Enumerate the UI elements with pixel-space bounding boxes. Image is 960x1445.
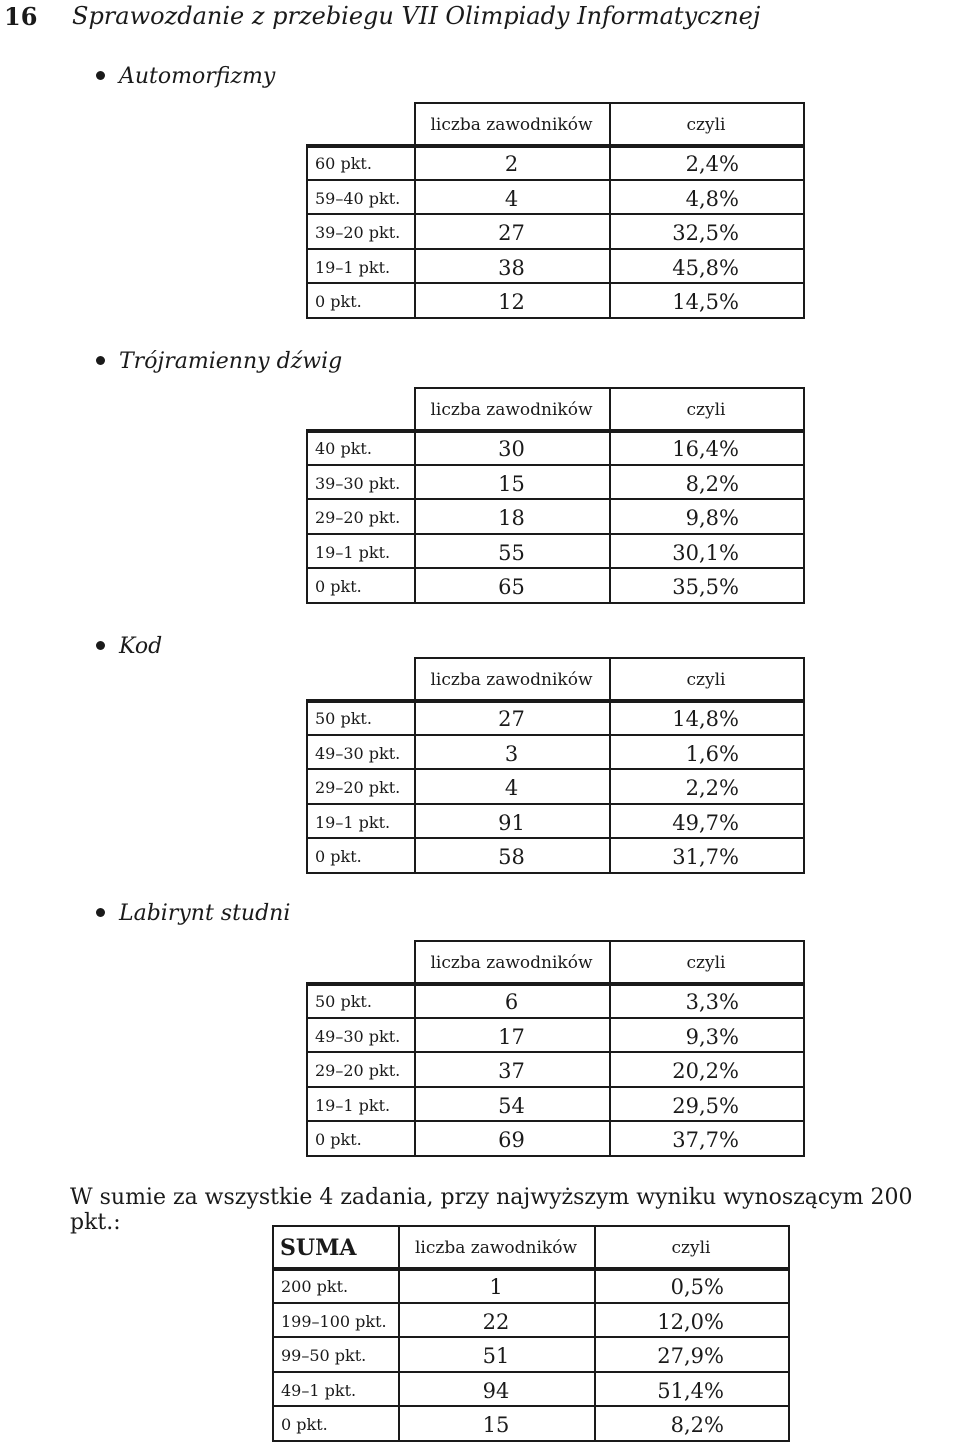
row-pct: 14,8%: [672, 707, 739, 731]
column-header-count: liczba zawodników: [414, 1238, 577, 1258]
row-label: 19–1 pkt.: [315, 542, 391, 562]
row-pct: 31,7%: [672, 845, 739, 870]
row-pct: 8,2%: [685, 471, 739, 496]
row-pct: 37,7%: [672, 1128, 739, 1153]
row-count: 54: [498, 1093, 525, 1118]
section-bullet-dzwig: [96, 349, 342, 374]
row-pct: 4,8%: [685, 186, 739, 211]
row-count: 12: [498, 290, 525, 315]
row-pct: 49,7%: [672, 810, 739, 835]
row-pct: 16,4%: [672, 437, 739, 461]
row-pct: 45,8%: [672, 255, 739, 280]
table-border-right: [803, 102, 805, 144]
results-table-automorfizmy: [306, 102, 803, 319]
row-label: 59–40 pkt.: [315, 188, 401, 208]
row-count: 15: [498, 471, 525, 496]
table-border-right: [788, 1225, 790, 1267]
row-count: 55: [498, 540, 525, 565]
row-count: 94: [482, 1378, 510, 1403]
row-count: 30: [498, 437, 525, 461]
row-count: 91: [498, 810, 525, 835]
column-header-count: liczba zawodników: [430, 115, 593, 135]
row-pct: 35,5%: [672, 575, 739, 600]
row-count: 58: [498, 845, 525, 870]
results-table-labirynt: [306, 940, 803, 1157]
row-count: 1: [489, 1275, 503, 1299]
row-label: 0 pkt.: [315, 1130, 362, 1150]
row-pct: 2,4%: [685, 152, 739, 176]
row-pct: 51,4%: [657, 1378, 724, 1403]
table-border-right: [803, 433, 805, 602]
bullet-dot: [96, 908, 105, 917]
page-header: [0, 0, 960, 34]
row-label: 0 pkt.: [315, 292, 362, 312]
row-count: 27: [498, 221, 525, 246]
results-table-dzwig: [306, 387, 803, 604]
row-pct: 2,2%: [685, 776, 739, 801]
row-count: 51: [482, 1344, 510, 1369]
row-label: 50 pkt.: [315, 709, 372, 728]
row-label: 49–30 pkt.: [315, 743, 401, 763]
row-count: 4: [504, 776, 519, 801]
table-border-right: [803, 940, 805, 982]
page-number: 16: [4, 2, 38, 31]
section-bullet-kod: [96, 634, 162, 659]
summary-sentence: W sumie za wszystkie 4 zadania, przy najwyższym wyniku wynoszącym 200 pkt.:: [70, 1185, 913, 1235]
row-label: 199–100 pkt.: [281, 1311, 387, 1331]
row-label: 49–30 pkt.: [315, 1026, 401, 1046]
bullet-dot: [96, 356, 105, 365]
row-pct: 3,3%: [685, 990, 739, 1014]
section-title: Labirynt studni: [119, 901, 291, 926]
results-table-suma: [272, 1225, 788, 1442]
row-label: 0 pkt.: [281, 1415, 328, 1435]
row-label: 29–20 pkt.: [315, 1061, 401, 1081]
bullet-dot: [96, 71, 105, 80]
row-label: 49–1 pkt.: [281, 1380, 357, 1400]
row-pct: 0,5%: [670, 1275, 724, 1299]
results-table-kod: [306, 657, 803, 874]
row-count: 15: [482, 1413, 510, 1438]
row-pct: 1,6%: [685, 741, 739, 766]
row-label: 39–20 pkt.: [315, 223, 401, 243]
row-count: 18: [498, 506, 525, 531]
column-header-pct: czyli: [686, 670, 726, 690]
row-label: 0 pkt.: [315, 577, 362, 597]
row-pct: 9,8%: [685, 506, 739, 531]
row-count: 6: [504, 990, 519, 1014]
column-header-pct: czyli: [686, 115, 726, 135]
table-border-right: [803, 703, 805, 872]
section-title: Automorfizmy: [119, 64, 276, 89]
row-label: 0 pkt.: [315, 847, 362, 867]
row-count: 4: [504, 186, 519, 211]
table-border-right: [803, 387, 805, 429]
column-header-pct: czyli: [671, 1238, 711, 1258]
row-label: 19–1 pkt.: [315, 1095, 391, 1115]
column-header-count: liczba zawodników: [430, 400, 593, 420]
row-pct: 20,2%: [672, 1059, 739, 1084]
row-label: 39–30 pkt.: [315, 473, 401, 493]
row-label: 40 pkt.: [315, 439, 372, 458]
column-header-pct: czyli: [686, 953, 726, 973]
suma-title: SUMA: [280, 1235, 357, 1261]
row-pct: 9,3%: [685, 1024, 739, 1049]
row-label: 29–20 pkt.: [315, 778, 401, 798]
section-bullet-labirynt: [96, 901, 290, 926]
row-count: 27: [498, 707, 525, 731]
section-title: Kod: [119, 634, 163, 659]
section-title: Trójramienny dźwig: [119, 349, 343, 374]
table-border-right: [803, 148, 805, 317]
row-pct: 27,9%: [657, 1344, 724, 1369]
row-pct: 8,2%: [670, 1413, 724, 1438]
table-border-right: [788, 1271, 790, 1440]
row-count: 38: [498, 255, 525, 280]
row-label: 50 pkt.: [315, 992, 372, 1011]
column-header-count: liczba zawodników: [430, 953, 593, 973]
row-count: 3: [504, 741, 519, 766]
running-title: Sprawozdanie z przebiegu VII Olimpiady Informatycznej: [72, 2, 761, 30]
row-pct: 32,5%: [672, 221, 739, 246]
row-count: 65: [498, 575, 525, 600]
section-bullet-automorfizmy: [96, 64, 275, 89]
bullet-dot: [96, 641, 105, 650]
row-count: 69: [498, 1128, 525, 1153]
row-pct: 29,5%: [672, 1093, 739, 1118]
row-label: 19–1 pkt.: [315, 257, 391, 277]
row-count: 22: [482, 1309, 510, 1334]
table-border-right: [803, 657, 805, 699]
row-count: 2: [504, 152, 519, 176]
row-label: 19–1 pkt.: [315, 812, 391, 832]
row-label: 99–50 pkt.: [281, 1346, 367, 1366]
row-pct: 14,5%: [672, 290, 739, 315]
column-header-pct: czyli: [686, 400, 726, 420]
row-count: 37: [498, 1059, 525, 1084]
row-label: 200 pkt.: [281, 1277, 349, 1296]
table-border-right: [803, 986, 805, 1155]
row-label: 29–20 pkt.: [315, 508, 401, 528]
row-count: 17: [498, 1024, 525, 1049]
row-pct: 30,1%: [672, 540, 739, 565]
column-header-count: liczba zawodników: [430, 670, 593, 690]
row-label: 60 pkt.: [315, 154, 372, 173]
row-pct: 12,0%: [657, 1309, 724, 1334]
